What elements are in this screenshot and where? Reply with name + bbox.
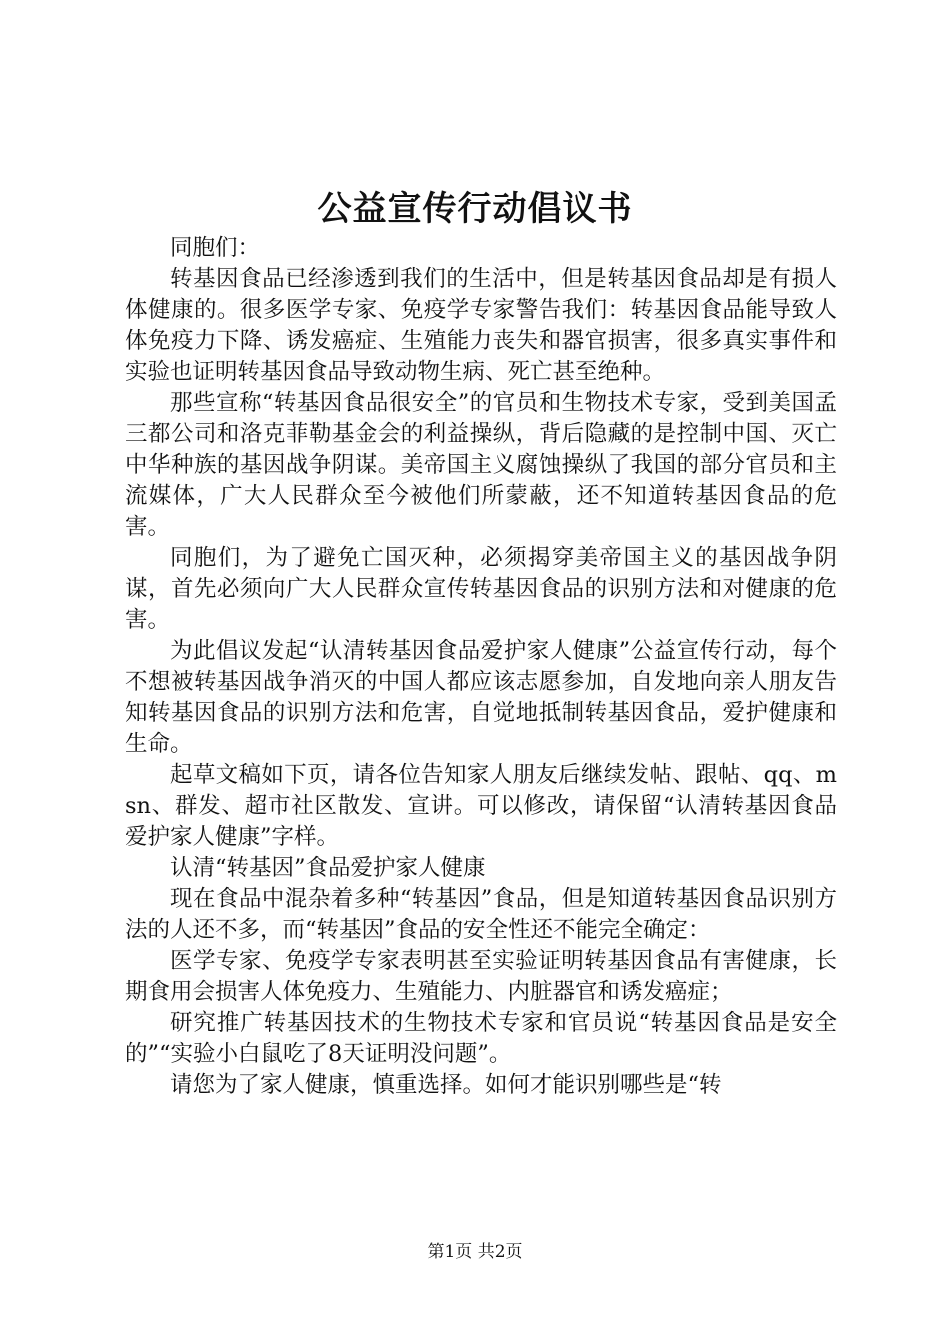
paragraph: 现在食品中混杂着多种“转基因”食品，但是知道转基因食品识别方法的人还不多，而“转基因”食品的安全性还不能完全确定： bbox=[125, 886, 837, 943]
greeting: 同胞们： bbox=[170, 235, 261, 261]
paragraph: 为此倡议发起“认清转基因食品爱护家人健康”公益宣传行动，每个不想被转基因战争消灭的中国人都应该志愿参加，自发地向亲人朋友告知转基因食品的识别方法和危害，自觉地抵制转基因食品，爱护健康和生命。 bbox=[125, 638, 837, 757]
section-heading: 认清“转基因”食品爱护家人健康 bbox=[170, 855, 486, 881]
document-body bbox=[125, 233, 837, 1101]
page-title: 公益宣传行动倡议书 bbox=[317, 189, 633, 229]
paragraph: 医学专家、免疫学专家表明甚至实验证明转基因食品有害健康，长期食用会损害人体免疫力、生殖能力、内脏器官和诱发癌症； bbox=[125, 948, 837, 1005]
page-footer: 第1页 共2页 bbox=[427, 1242, 523, 1262]
paragraph: 研究推广转基因技术的生物技术专家和官员说“转基因食品是安全的”“实验小白鼠吃了8天证明没问题”。 bbox=[125, 1010, 837, 1067]
paragraph: 同胞们，为了避免亡国灭种，必须揭穿美帝国主义的基因战争阴谋，首先必须向广大人民群众宣传转基因食品的识别方法和对健康的危害。 bbox=[125, 545, 837, 633]
paragraph: 请您为了家人健康，慎重选择。如何才能识别哪些是“转 bbox=[170, 1072, 722, 1098]
paragraph: 转基因食品已经渗透到我们的生活中，但是转基因食品却是有损人体健康的。很多医学专家、免疫学专家警告我们：转基因食品能导致人体免疫力下降、诱发癌症、生殖能力丧失和器官损害，很多真实事件和实验也证明转基因食品导致动物生病、死亡甚至绝种。 bbox=[125, 266, 837, 385]
paragraph: 起草文稿如下页，请各位告知家人朋友后继续发帖、跟帖、qq、msn、群发、超市社区散发、宣讲。可以修改，请保留“认清转基因食品爱护家人健康”字样。 bbox=[125, 762, 837, 850]
paragraph: 那些宣称“转基因食品很安全”的官员和生物技术专家，受到美国孟三都公司和洛克菲勒基金会的利益操纵，背后隐藏的是控制中国、灭亡中华种族的基因战争阴谋。美帝国主义腐蚀操纵了我国的部分官员和主流媒体，广大人民群众至今被他们所蒙蔽，还不知道转基因食品的危害。 bbox=[125, 390, 837, 540]
